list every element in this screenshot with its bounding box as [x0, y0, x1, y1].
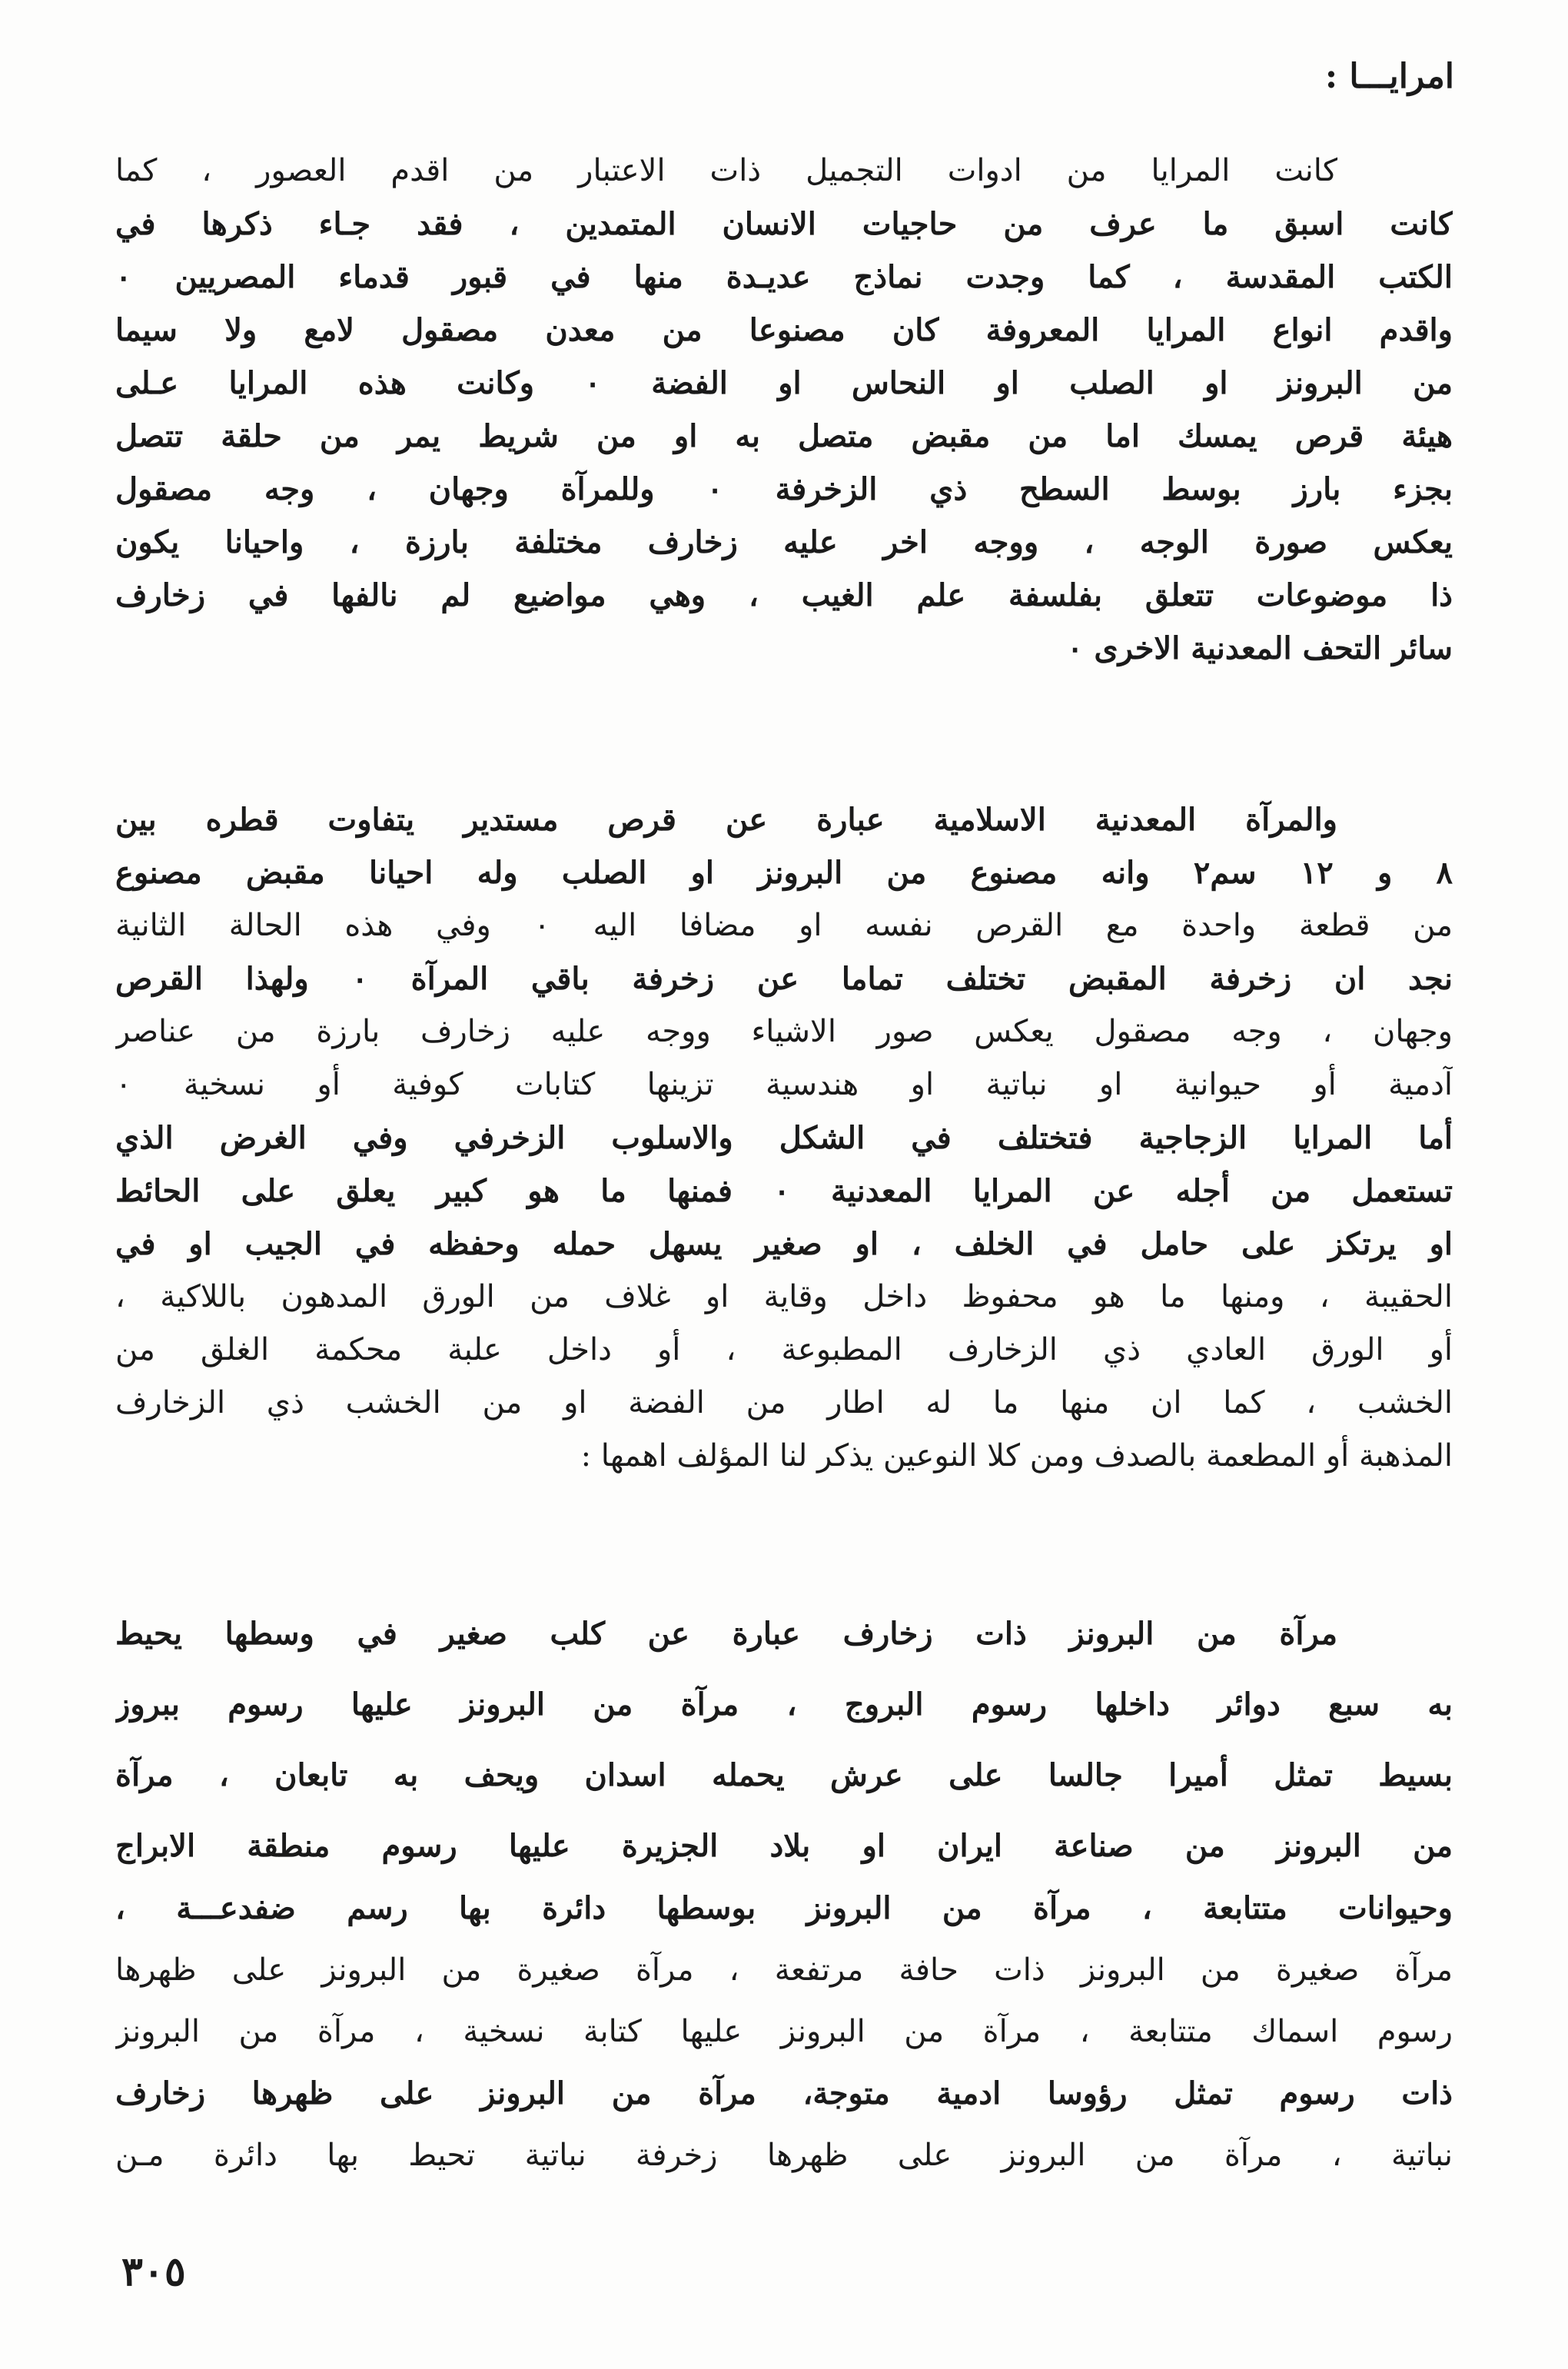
text-line: وحيوانات متتابعة ، مرآة من البرونز بوسطها دائرة بها رسم ضفدعـــة ، [115, 1890, 1453, 1926]
text-line: به سبع دوائر داخلها رسوم البروج ، مرآة من البرونز عليها رسوم ببروز [115, 1686, 1453, 1723]
text-line: هيئة قرص يمسك اما من مقبض متصل به او من شريط يمر من حلقة تتصل [115, 418, 1453, 454]
text-line: ذا موضوعات تتعلق بفلسفة علم الغيب ، وهي مواضيع لم نالفها في زخارف [115, 577, 1453, 613]
text-line: نباتية ، مرآة من البرونز على ظهرها زخرفة نباتية تحيط بها دائرة مـن [115, 2138, 1453, 2173]
text-line: آدمية أو حيوانية او نباتية او هندسية تزينها كتابات كوفية أو نسخية ٠ [115, 1067, 1453, 1102]
text-line: واقدم انواع المرايا المعروفة كان مصنوعا من معدن مصقول لامع ولا سيما [115, 312, 1453, 348]
text-line: سائر التحف المعدنية الاخرى ٠ [1066, 630, 1453, 666]
text-line: ٨ و ١٢ سم٢ وانه مصنوع من البرونز او الصلب وله احيانا مقبض مصنوع [115, 855, 1453, 891]
paragraph-1 [115, 145, 1453, 675]
text-line: تستعمل من أجله عن المرايا المعدنية ٠ فمنها ما هو كبير يعلق على الحائط [115, 1173, 1453, 1209]
text-line: الحقيبة ، ومنها ما هو محفوظ داخل وقاية او غلاف من الورق المدهون باللاكية ، [115, 1279, 1453, 1314]
text-line: مرآة من البرونز ذات زخارف عبارة عن كلب صغير في وسطها يحيط [115, 1616, 1337, 1652]
page-number: ٣٠٥ [121, 2248, 186, 2295]
text-line: أو الورق العادي ذي الزخارف المطبوعة ، أو داخل علبة محكمة الغلق من [115, 1332, 1453, 1367]
text-line: مرآة صغيرة من البرونز ذات حافة مرتفعة ، مرآة صغيرة من البرونز على ظهرها [115, 1952, 1453, 1988]
text-line: الخشب ، كما ان منها ما له اطار من الفضة او من الخشب ذي الزخارف [115, 1385, 1453, 1420]
text-line: يعكس صورة الوجه ، ووجه اخر عليه زخارف مختلفة بارزة ، واحيانا يكون [115, 524, 1453, 560]
text-line: من قطعة واحدة مع القرص نفسه او مضافا اليه ٠ وفي هذه الحالة الثانية [115, 908, 1453, 943]
paragraph-2 [115, 793, 1453, 1483]
text-line: رسوم اسماك متتابعة ، مرآة من البرونز عليها كتابة نسخية ، مرآة من البرونز [115, 2014, 1453, 2049]
section-heading: امرايـــا : [1324, 57, 1454, 96]
text-line: ذات رسوم تمثل رؤوسا ادمية متوجة، مرآة من البرونز على ظهرها زخارف [115, 2075, 1453, 2112]
text-line: نجد ان زخرفة المقبض تختلف تماما عن زخرفة باقي المرآة ٠ ولهذا القرص [115, 961, 1453, 997]
text-line: والمرآة المعدنية الاسلامية عبارة عن قرص مستدير يتفاوت قطره بين [115, 802, 1337, 838]
text-line: من البرونز او الصلب او النحاس او الفضة ٠ وكانت هذه المرايا عـلى [115, 365, 1453, 401]
text-line: كانت المرايا من ادوات التجميل ذات الاعتبار من اقدم العصور ، كما [115, 153, 1337, 188]
text-line: بسيط تمثل أميرا جالسا على عرش يحمله اسدان ويحف به تابعان ، مرآة [115, 1757, 1453, 1793]
text-line: الكتب المقدسة ، كما وجدت نماذج عديـدة منها في قبور قدماء المصريين ٠ [115, 259, 1453, 295]
text-line: وجهان ، وجه مصقول يعكس صور الاشياء ووجه عليه زخارف بارزة من عناصر [115, 1014, 1453, 1049]
text-line: من البرونز من صناعة ايران او بلاد الجزيرة عليها رسوم منطقة الابراج [115, 1828, 1453, 1864]
paragraph-3 [115, 1599, 1453, 2182]
text-line: او يرتكز على حامل في الخلف ، او صغير يسهل حمله وحفظه في الجيب او في [115, 1226, 1453, 1262]
text-line: بجزء بارز بوسط السطح ذي الزخرفة ٠ وللمرآة وجهان ، وجه مصقول [115, 471, 1453, 507]
text-line: أما المرايا الزجاجية فتختلف في الشكل والاسلوب الزخرفي وفي الغرض الذي [115, 1120, 1453, 1156]
text-line: كانت اسبق ما عرف من حاجيات الانسان المتمدين ، فقد جـاء ذكرها في [115, 206, 1453, 242]
text-line: المذهبة أو المطعمة بالصدف ومن كلا النوعين يذكر لنا المؤلف اهمها : [580, 1438, 1453, 1474]
